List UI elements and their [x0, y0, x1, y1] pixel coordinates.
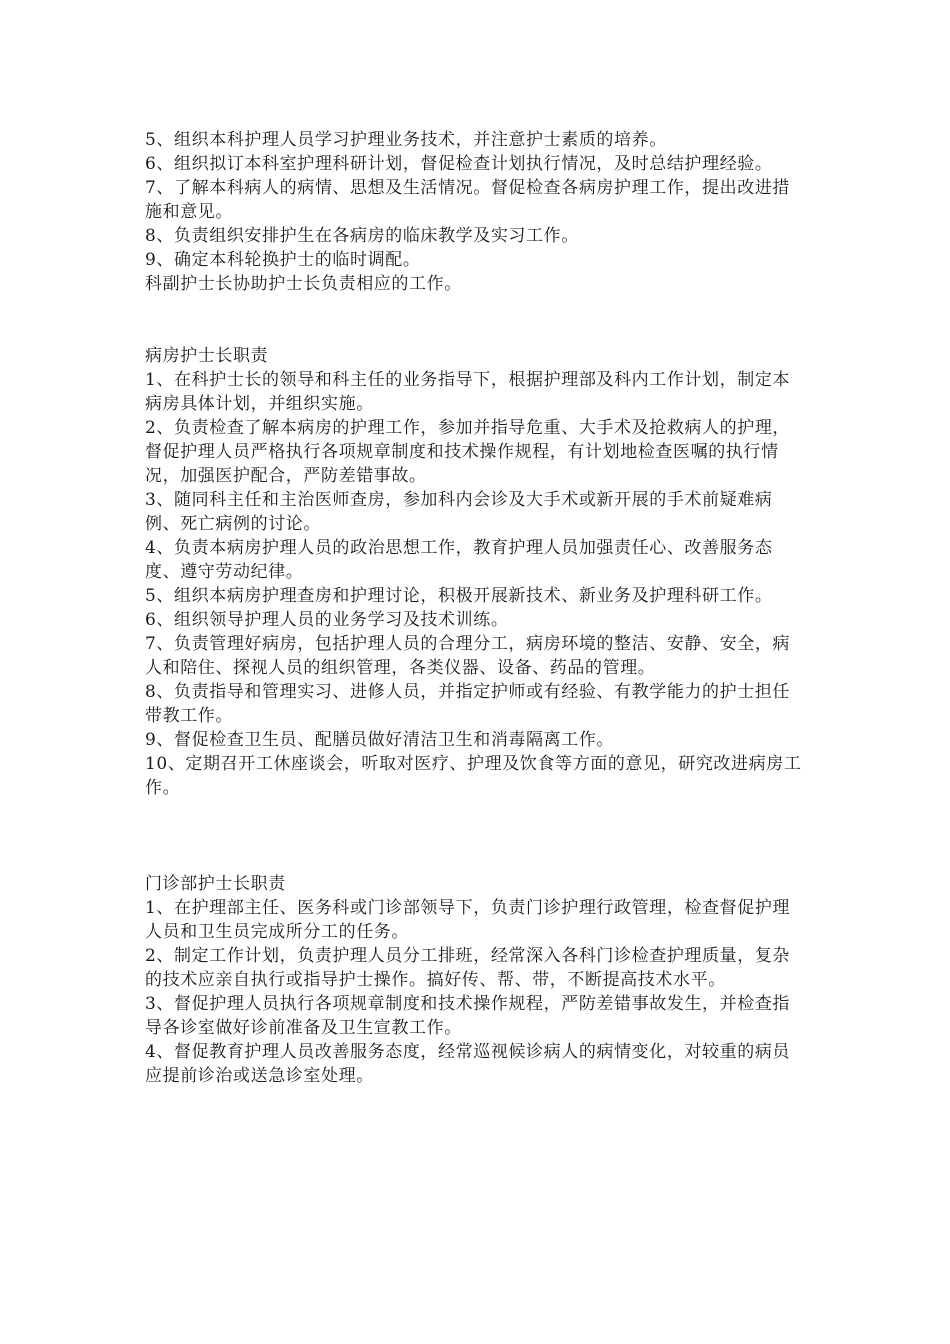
paragraph: 科副护士长协助护士长负责相应的工作。	[145, 274, 462, 294]
paragraph: 10、定期召开工休座谈会，听取对医疗、护理及饮食等方面的意见，研究改进病房工作。	[145, 754, 802, 798]
paragraph: 7、负责管理好病房，包括护理人员的合理分工，病房环境的整洁、安静、安全，病人和陪住、探视人员的组织管理，各类仪器、设备、药品的管理。	[145, 634, 791, 678]
paragraph: 1、在科护士长的领导和科主任的业务指导下，根据护理部及科内工作计划，制定本病房具体计划，并组织实施。	[145, 370, 791, 414]
section-heading: 病房护士长职责	[145, 346, 269, 366]
paragraph: 5、组织本病房护理查房和护理讨论，积极开展新技术、新业务及护理科研工作。	[145, 586, 773, 606]
paragraph: 1、在护理部主任、医务科或门诊部领导下，负责门诊护理行政管理，检查督促护理人员和卫生员完成所分工的任务。	[145, 898, 791, 942]
paragraph: 6、组织拟订本科室护理科研计划，督促检查计划执行情况，及时总结护理经验。	[145, 154, 773, 174]
paragraph: 5、组织本科护理人员学习护理业务技术，并注意护士素质的培养。	[145, 130, 667, 150]
paragraph: 2、负责检查了解本病房的护理工作，参加并指导危重、大手术及抢救病人的护理，督促护理人员严格执行各项规章制度和技术操作规程，有计划地检查医嘱的执行情况，加强医护配合，严防差错事故。	[145, 418, 791, 486]
paragraph: 4、负责本病房护理人员的政治思想工作，教育护理人员加强责任心、改善服务态度、遵守劳动纪律。	[145, 538, 773, 582]
paragraph: 2、制定工作计划，负责护理人员分工排班，经常深入各科门诊检查护理质量，复杂的技术应亲自执行或指导护士操作。搞好传、帮、带，不断提高技术水平。	[145, 946, 791, 990]
paragraph: 9、确定本科轮换护士的临时调配。	[145, 250, 421, 270]
paragraph: 9、督促检查卫生员、配膳员做好清洁卫生和消毒隔离工作。	[145, 730, 615, 750]
section-bingfang-hushizhang	[145, 344, 805, 800]
paragraph: 3、督促护理人员执行各项规章制度和技术操作规程，严防差错事故发生，并检查指导各诊室做好诊前准备及卫生宣教工作。	[145, 994, 791, 1038]
section-kehushizhang-continued	[145, 128, 805, 296]
paragraph: 4、督促教育护理人员改善服务态度，经常巡视候诊病人的病情变化，对较重的病员应提前诊治或送急诊室处理。	[145, 1042, 791, 1086]
paragraph: 7、了解本科病人的病情、思想及生活情况。督促检查各病房护理工作，提出改进措施和意见。	[145, 178, 791, 222]
section-heading: 门诊部护士长职责	[145, 874, 286, 894]
paragraph: 8、负责指导和管理实习、进修人员，并指定护师或有经验、有教学能力的护士担任带教工作。	[145, 682, 791, 726]
document-page	[145, 128, 805, 1088]
paragraph: 6、组织领导护理人员的业务学习及技术训练。	[145, 610, 509, 630]
section-spacer	[145, 800, 805, 872]
paragraph: 3、随同科主任和主治医师查房，参加科内会诊及大手术或新开展的手术前疑难病例、死亡病例的讨论。	[145, 490, 773, 534]
section-spacer	[145, 296, 805, 344]
section-menzhenbu-hushizhang	[145, 872, 805, 1088]
paragraph: 8、负责组织安排护生在各病房的临床教学及实习工作。	[145, 226, 579, 246]
